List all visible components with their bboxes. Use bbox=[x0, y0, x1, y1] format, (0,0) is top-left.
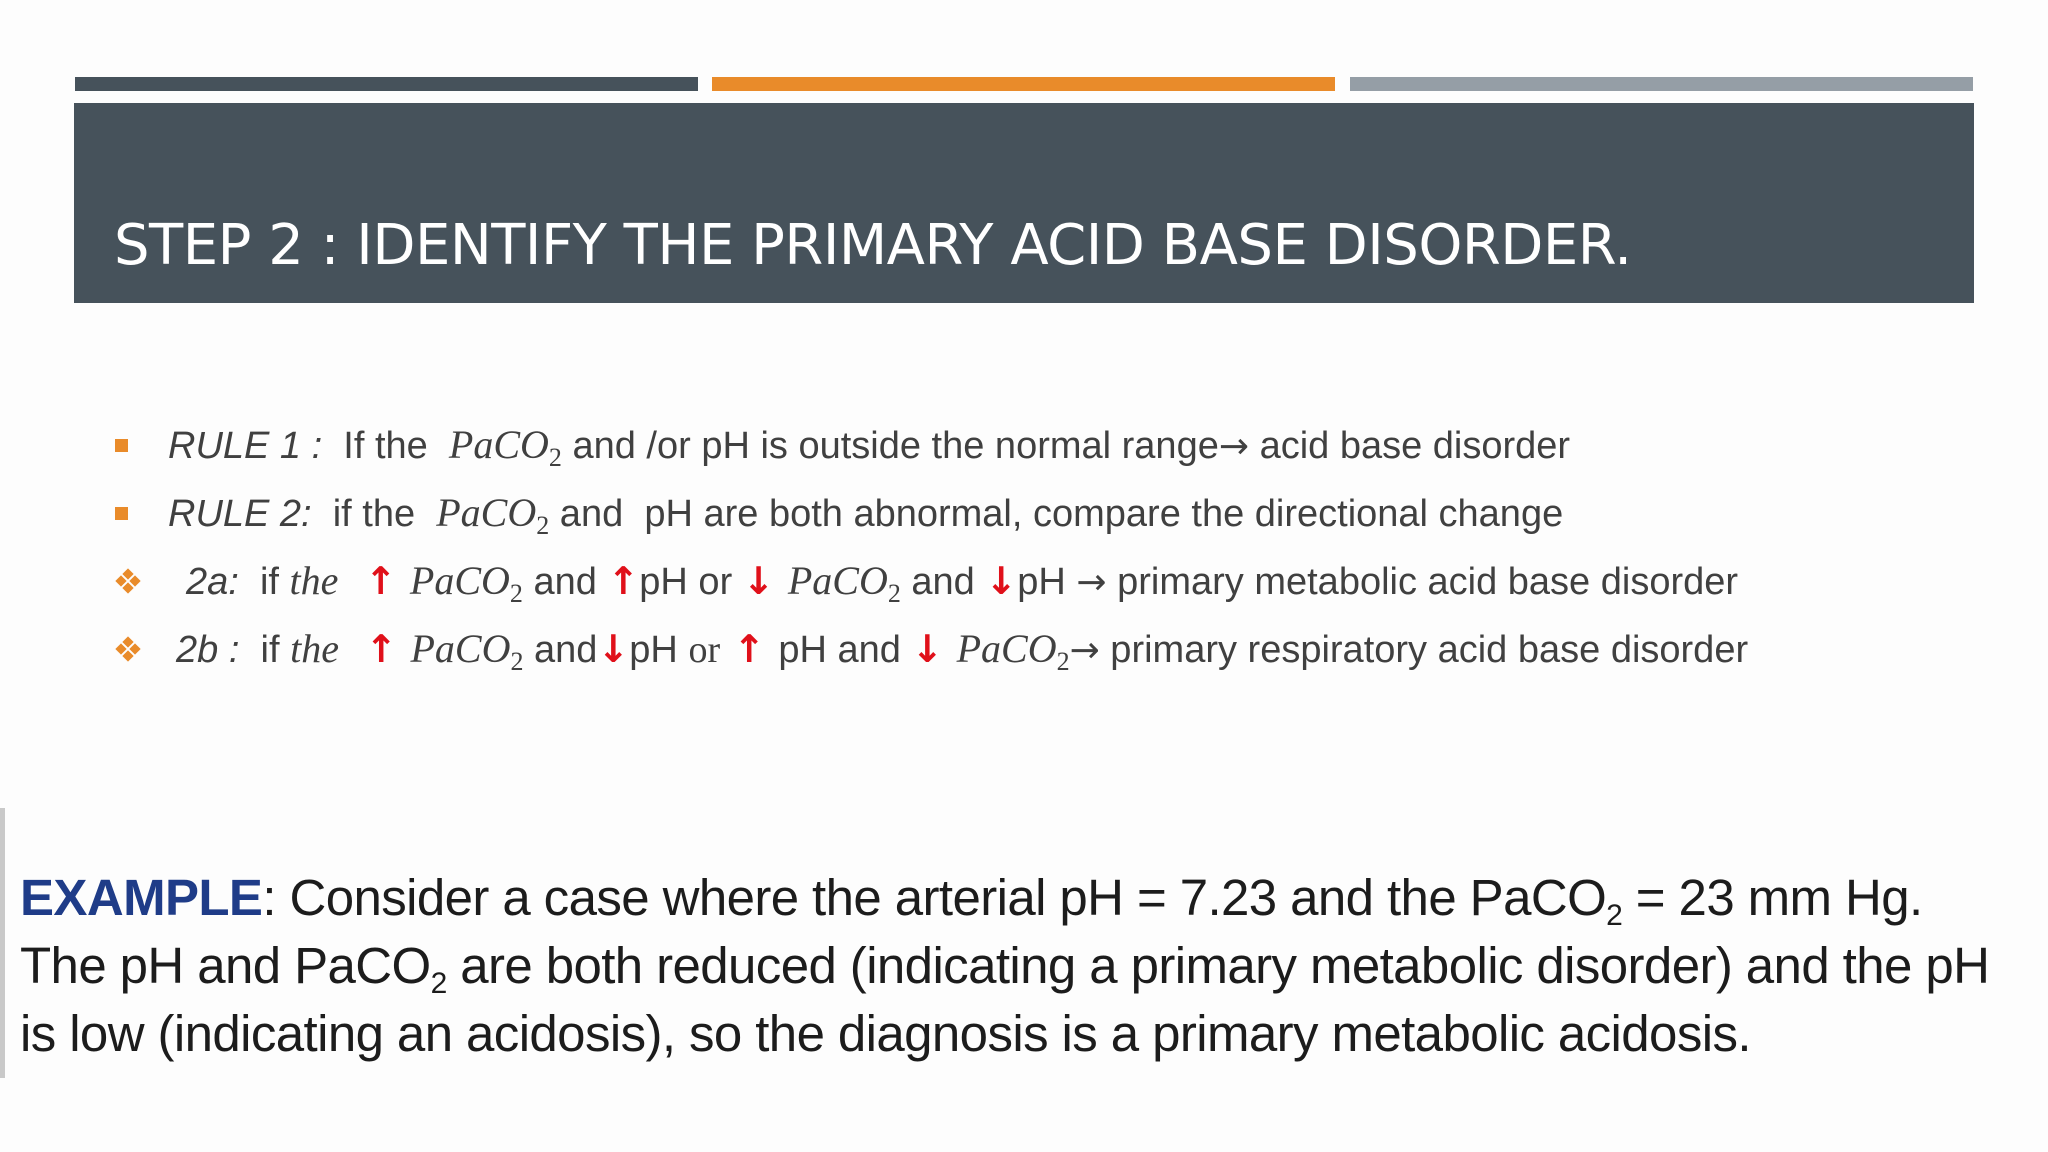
up-arrow-icon: ↑ bbox=[720, 627, 779, 671]
example-left-border bbox=[0, 808, 5, 1078]
rule-1-text: RULE 1 : If the PaCO$_2$ and /or pH is outside the normal range→ acid base disorder bbox=[168, 422, 1571, 472]
rule-2-item bbox=[112, 483, 2012, 551]
example-label: EXAMPLE bbox=[20, 869, 263, 926]
right-arrow-icon: → bbox=[1076, 562, 1107, 603]
down-arrow-icon: ↓ bbox=[742, 559, 788, 603]
example-box bbox=[0, 808, 2048, 1078]
right-arrow-icon: → bbox=[1069, 630, 1100, 671]
down-arrow-icon: ↓ bbox=[911, 627, 957, 671]
accent-bar-orange bbox=[712, 77, 1335, 91]
example-line-3: is low (indicating an acidosis), so the diagnosis is a primary metabolic acidosis. bbox=[20, 1005, 1751, 1062]
up-arrow-icon: ↑ bbox=[338, 559, 410, 603]
up-arrow-icon: ↑ bbox=[338, 627, 411, 671]
rule-2-text: RULE 2: if the PaCO$_2$ and pH are both abnormal, compare the directional change bbox=[168, 490, 1564, 540]
square-bullet-icon bbox=[115, 439, 128, 452]
accent-bar-dark bbox=[75, 77, 698, 91]
example-line-2: The pH and PaCO2 are both reduced (indicating a primary metabolic disorder) and the pH bbox=[20, 937, 1990, 1000]
up-arrow-icon: ↑ bbox=[607, 559, 640, 603]
rule-2a-text: 2a: if the ↑ PaCO$_2$ and ↑pH or ↓ PaCO$_2$ and ↓pH → primary metabolic acid base disorder bbox=[186, 558, 1739, 608]
rule-2b-text: 2b : if the ↑ PaCO$_2$ and↓pH or ↑ pH and ↓ PaCO$_2$→ primary respiratory acid base disorder bbox=[176, 626, 1749, 676]
accent-bar-gray bbox=[1350, 77, 1973, 91]
example-line-1: EXAMPLE: Consider a case where the arterial pH = 7.23 and the PaCO2 = 23 mm Hg. bbox=[20, 869, 1923, 932]
slide-title: STEP 2 : IDENTIFY THE PRIMARY ACID BASE DISORDER. bbox=[114, 213, 1632, 278]
title-band bbox=[74, 103, 1974, 303]
rule-1-item bbox=[112, 415, 2012, 483]
down-arrow-icon: ↓ bbox=[597, 627, 630, 671]
right-arrow-icon: → bbox=[1218, 426, 1250, 467]
rule-2a-item bbox=[112, 551, 2012, 619]
square-bullet-icon bbox=[115, 507, 128, 520]
rule-2b-item bbox=[112, 619, 2012, 687]
down-arrow-icon: ↓ bbox=[985, 559, 1018, 603]
diamond-bullet-icon bbox=[112, 619, 146, 679]
diamond-bullet-icon bbox=[112, 551, 146, 611]
rules-list bbox=[112, 415, 2012, 687]
